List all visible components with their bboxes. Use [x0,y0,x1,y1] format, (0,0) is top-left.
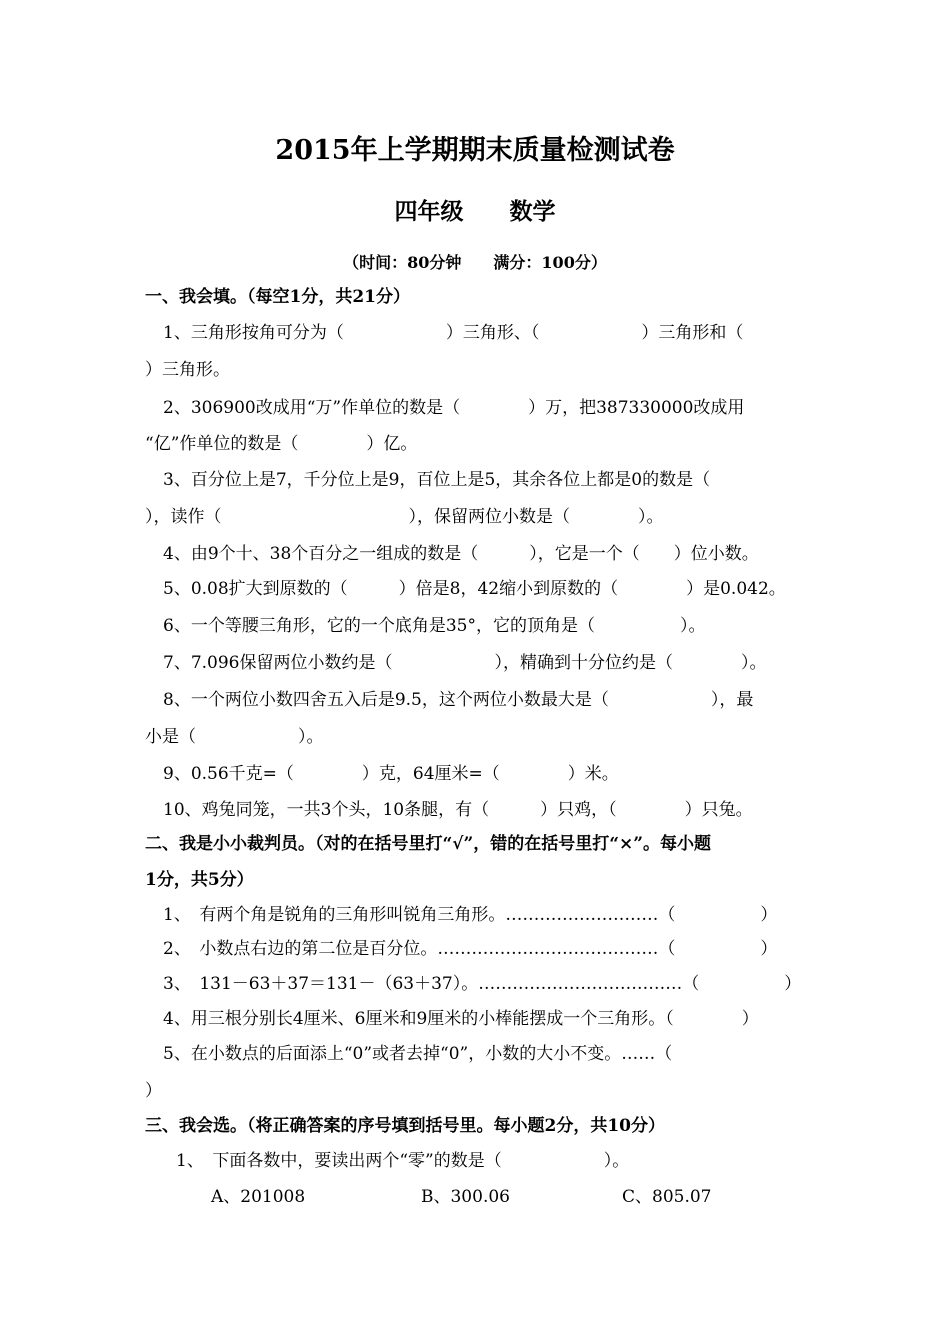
s1-q8-line2: 小是（ ）。 [145,727,324,747]
section2-heading-line1: 二、我是小小裁判员。（对的在括号里打“√”，错的在括号里打“×”。每小题 [145,834,712,854]
exam-title: 2015年上学期期末质量检测试卷 [275,135,675,166]
section3-heading: 三、我会选。（将正确答案的序号填到括号里。每小题2分，共10分） [145,1116,665,1136]
s2-item-1: 1、 有两个角是锐角的三角形叫锐角三角形。………………………（ ） [163,905,778,925]
s2-item-5-line1: 5、在小数点的后面添上“0”或者去掉“0”，小数的大小不变。……（ [163,1044,673,1064]
s1-q3-line2: ），读作（ ），保留两位小数是（ ）。 [145,507,664,527]
s1-q7: 7、7.096保留两位小数约是（ ），精确到十分位约是（ ）。 [163,653,767,673]
s1-q9: 9、0.56千克=（ ）克，64厘米=（ ）米。 [163,764,619,784]
s2-item-3: 3、 131－63＋37＝131－（63＋37）。………………………………（ ） [163,974,802,994]
s1-q8-line1: 8、一个两位小数四舍五入后是9.5，这个两位小数最大是（ ），最 [163,690,754,710]
section2-heading-line2: 1分，共5分） [145,870,254,890]
s2-item-2: 2、 小数点右边的第二位是百分位。…………………………………（ ） [163,939,778,959]
s1-q1-line2: ）三角形。 [145,360,230,380]
exam-info: （时间：80分钟 满分：100分） [343,253,607,272]
s1-q5: 5、0.08扩大到原数的（ ）倍是8，42缩小到原数的（ ）是0.042。 [163,579,786,599]
s2-item-4: 4、用三根分别长4厘米、6厘米和9厘米的小棒能摆成一个三角形。（ ） [163,1009,759,1029]
s1-q10: 10、鸡兔同笼，一共3个头，10条腿，有（ ）只鸡，（ ）只兔。 [163,800,753,820]
s1-q1-line1: 1、三角形按角可分为（ ）三角形、（ ）三角形和（ [163,323,744,343]
s1-q2-line2: “亿”作单位的数是（ ）亿。 [145,434,418,454]
section1-heading: 一、我会填。（每空1分，共21分） [145,287,410,307]
s3-q1-option-b: B、300.06 [421,1187,510,1207]
s3-q1-option-a: A、201008 [211,1187,306,1207]
s1-q6: 6、一个等腰三角形，它的一个底角是35°，它的顶角是（ ）。 [163,616,706,636]
s3-q1-option-c: C、805.07 [622,1187,712,1207]
s3-q1: 1、 下面各数中，要读出两个“零”的数是（ ）。 [176,1151,630,1171]
s2-item-5-line2: ） [145,1081,162,1101]
s1-q3-line1: 3、百分位上是7，千分位上是9，百位上是5，其余各位上都是0的数是（ [163,470,711,490]
s1-q2-line1: 2、306900改成用“万”作单位的数是（ ）万，把387330000改成用 [163,398,745,418]
exam-subtitle: 四年级 数学 [394,198,556,225]
s1-q4: 4、由9个十、38个百分之一组成的数是（ ），它是一个（ ）位小数。 [163,544,759,564]
